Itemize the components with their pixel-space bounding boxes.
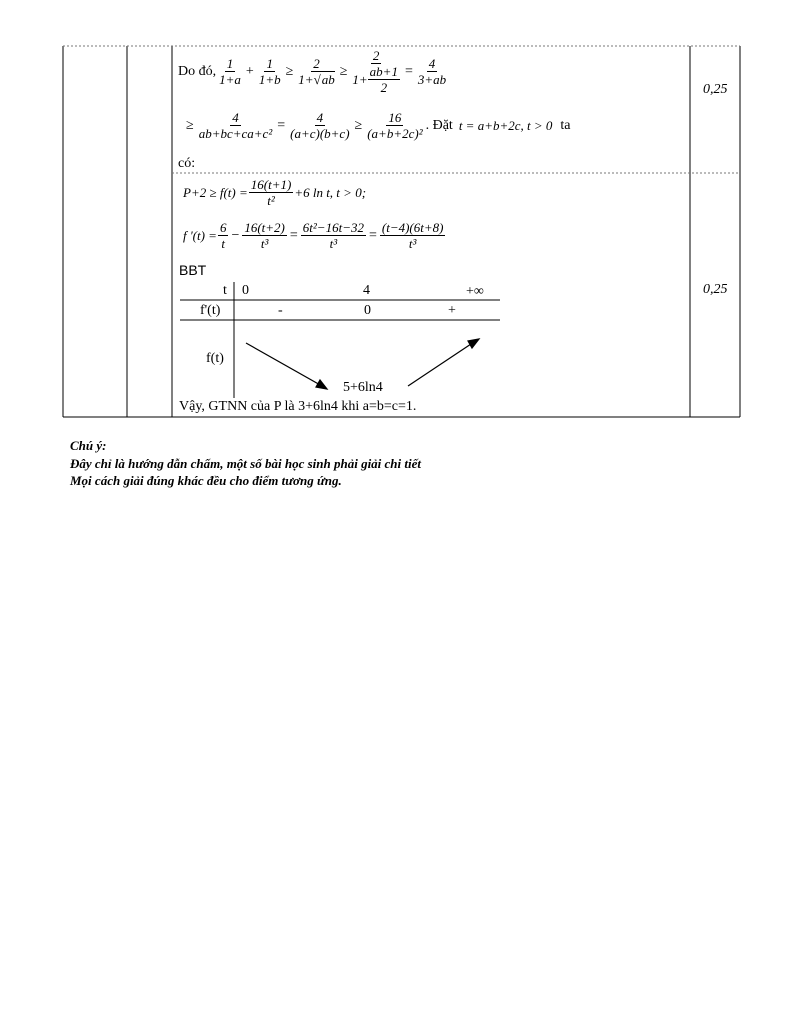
row1-tail: có:	[178, 156, 196, 171]
note-title: Chú ý:	[70, 438, 107, 453]
fraction: $\frac{4}{(a+c)(b+c)}$	[290, 110, 350, 141]
row2-score: 0,25	[703, 282, 728, 297]
fraction: 2 1+ $\frac{ab+1}{2}$	[352, 48, 398, 95]
increase-arrow	[408, 342, 474, 386]
fraction: $\frac{2}{1+√ab}$	[298, 56, 335, 87]
fraction: $\frac{1}{1+b}$	[258, 56, 281, 87]
fprime-sign-negative: -	[278, 303, 283, 318]
t-value-4: 4	[363, 283, 370, 298]
row2-line2: f '(t) = $\frac{6}{t}$ − $\frac{16(t+2)}{\text{t³}}$ = $\frac{\text{6t²−16t−32}}{\text{t³}}$ = $\frac{(t-4)(6t+8)}{\text{t³}}$	[183, 220, 444, 251]
fprime-label: f'(t)	[200, 303, 221, 318]
f-min-value: 5+6ln4	[343, 380, 383, 395]
conclusion: Vậy, GTNN của P là 3+6ln4 khi a=b=c=1.	[179, 399, 417, 414]
bbt-label: BBT	[179, 262, 207, 278]
t-value-0: 0	[242, 283, 249, 298]
prefix-text: Do đó,	[178, 64, 217, 79]
row1-line2: ≥ $\frac{4}{\text{ab+bc+ca+c²}}$ = $\frac{4}{(a+c)(b+c)}$ ≥ $\frac{16}{\text{(a+b+2c)²}}$ . Đặt t = a+b+2c, t > 0 ta	[186, 110, 571, 141]
fraction: $\frac{4}{\text{ab+bc+ca+c²}}$	[198, 110, 273, 141]
fraction: $\frac{16(t+2)}{\text{t³}}$	[244, 220, 285, 251]
fraction: $\frac{\text{6t²−16t−32}}{\text{t³}}$	[302, 220, 364, 251]
fraction: $\frac{16}{\text{(a+b+2c)²}}$	[367, 110, 423, 141]
row1-score: 0,25	[703, 82, 728, 97]
f-label: f(t)	[206, 351, 224, 366]
decrease-arrow	[246, 343, 322, 386]
t-label: t	[223, 283, 227, 298]
note-line1: Đây chỉ là hướng dẫn chấm, một số bài học sinh phải giải chi tiết	[70, 456, 422, 471]
row1-line1: Do đó, $\frac{1}{1+a}$ + $\frac{1}{1+b}$ ≥ $\frac{2}{1+√ab}$ ≥ 2 1+ $\frac{ab+1}{2}$ = $\frac{4}{3+ab}$	[178, 48, 447, 95]
fprime-zero: 0	[364, 303, 371, 318]
note-line2: Mọi cách giải đúng khác đều cho điểm tương ứng.	[70, 473, 342, 488]
fraction: $\frac{1}{1+a}$	[219, 56, 241, 87]
fraction: $\frac{(t-4)(6t+8)}{\text{t³}}$	[381, 220, 444, 251]
fprime-sign-positive: +	[448, 303, 456, 318]
fraction: $\frac{6}{t}$	[219, 220, 227, 251]
row2-line1: P+2 ≥ f(t) = $\frac{16(t+1)}{\text{t²}}$ +6 ln t, t > 0;	[183, 177, 367, 208]
t-value-infinity: +∞	[466, 284, 484, 299]
fraction: $\frac{4}{3+ab}$	[417, 56, 447, 87]
fraction: $\frac{16(t+1)}{\text{t²}}$	[250, 177, 292, 208]
